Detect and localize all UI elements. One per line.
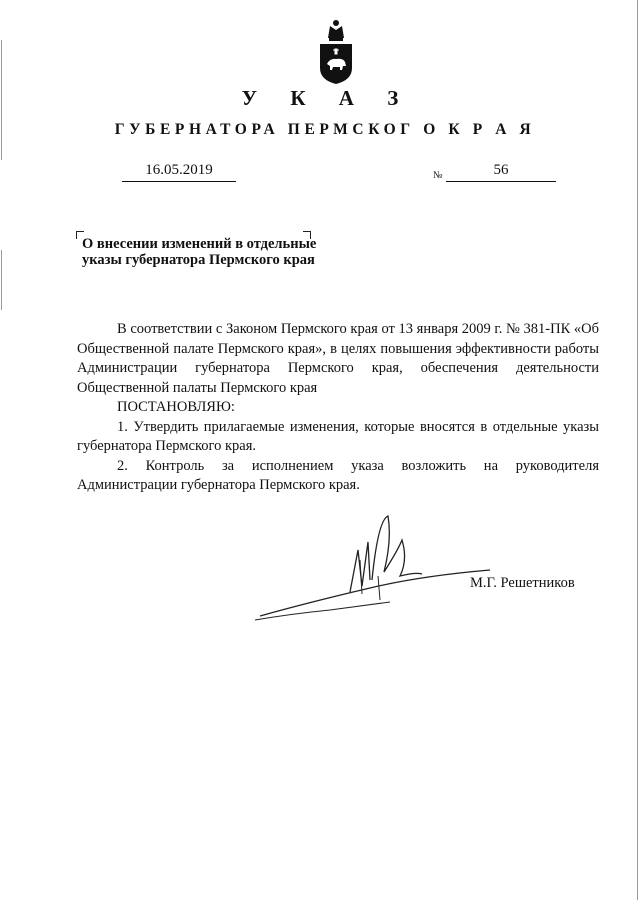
decree-date: 16.05.2019 — [122, 162, 236, 182]
decree-preamble: В соответствии с Законом Пермского края от 13 января 2009 г. № 381-ПК «Об Общественной палате Пермского края», в целях повышения эффективности работы Администрации губернатора Пермского края, обеспечения деятельности Общественной палаты Пермского края — [77, 321, 599, 396]
decree-subject — [82, 236, 316, 268]
decree-subject-line-2: указы губернатора Пермского края — [82, 252, 315, 268]
decree-subject-line-1: О внесении изменений в отдельные — [82, 236, 317, 252]
decree-number: 56 — [446, 162, 556, 182]
decree-resolution-word: ПОСТАНОВЛЯЮ: — [117, 399, 235, 415]
coat-of-arms-emblem — [316, 14, 356, 84]
decree-item-1: 1. Утвердить прилагаемые изменения, которые вносятся в отдельные указы губернатора Пермского края. — [77, 418, 599, 454]
decree-body — [77, 320, 599, 496]
scan-edge-left-lower — [1, 250, 2, 310]
decree-number-label: № — [433, 170, 443, 181]
decree-item-2: 2. Контроль за исполнением указа возложить на руководителя Администрации губернатора Пермского края. — [77, 457, 599, 493]
handwritten-signature — [250, 510, 500, 630]
signer-name: М.Г. Решетников — [470, 575, 575, 591]
document-subtitle: ГУБЕРНАТОРА ПЕРМСКОГ О К Р А Я — [114, 121, 536, 138]
document-title: У К А З — [241, 86, 413, 110]
